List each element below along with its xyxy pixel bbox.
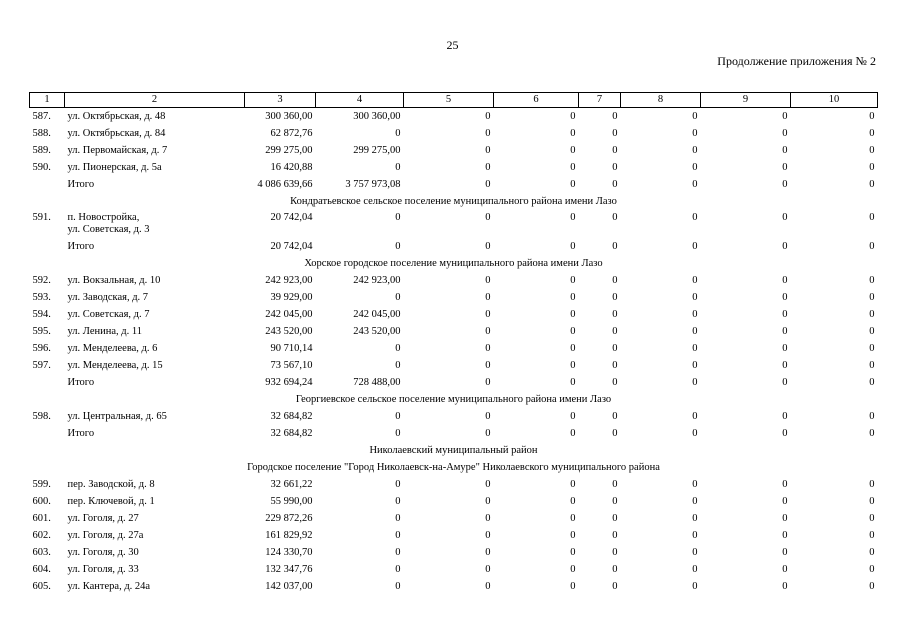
value-cell: 0 [485, 377, 491, 388]
value-cell: 0 [692, 241, 698, 252]
value-cell: 932 694,24 [265, 377, 313, 388]
row-number: 598. [32, 411, 51, 422]
value-cell: 0 [869, 428, 875, 439]
value-cell: 0 [869, 292, 875, 303]
value-cell: 0 [612, 343, 618, 354]
table-row [30, 323, 878, 340]
value-cell: 0 [570, 111, 576, 122]
value-cell: 0 [395, 241, 401, 252]
value-cell: 0 [782, 162, 788, 173]
value-cell: 728 488,00 [353, 377, 401, 388]
address-cell: ул. Заводская, д. 7 [67, 292, 149, 303]
value-cell: 0 [485, 111, 491, 122]
value-cell: 0 [782, 530, 788, 541]
value-cell: 0 [869, 411, 875, 422]
address-cell: пер. Заводской, д. 8 [67, 479, 155, 490]
value-cell: 0 [869, 128, 875, 139]
address-cell: Итого [67, 377, 95, 388]
value-cell: 0 [692, 162, 698, 173]
value-cell: 0 [869, 343, 875, 354]
row-number: 599. [32, 479, 51, 490]
value-cell: 0 [570, 179, 576, 190]
value-cell: 142 037,00 [265, 581, 313, 592]
row-number [30, 176, 65, 193]
value-cell: 62 872,76 [270, 128, 313, 139]
address-cell: ул. Ленина, д. 11 [67, 326, 142, 337]
value-cell: 0 [782, 411, 788, 422]
value-cell: 0 [692, 326, 698, 337]
value-cell: 0 [869, 275, 875, 286]
address-cell: ул. Менделеева, д. 15 [67, 360, 163, 371]
value-cell: 0 [782, 360, 788, 371]
value-cell: 0 [692, 360, 698, 371]
row-number: 589. [32, 145, 51, 156]
value-cell: 242 045,00 [265, 309, 313, 320]
address-line: ул. Советская, д. 3 [67, 224, 150, 235]
value-cell: 161 829,92 [265, 530, 313, 541]
address-cell: ул. Центральная, д. 65 [67, 411, 167, 422]
value-cell: 0 [485, 547, 491, 558]
value-cell: 0 [692, 111, 698, 122]
address-cell: ул. Октябрьская, д. 84 [67, 128, 166, 139]
value-cell: 0 [692, 145, 698, 156]
value-cell: 0 [395, 212, 401, 223]
table-row [30, 510, 878, 527]
value-cell: 0 [782, 241, 788, 252]
value-cell: 0 [612, 162, 618, 173]
value-cell: 0 [869, 496, 875, 507]
value-cell: 0 [782, 275, 788, 286]
value-cell: 0 [692, 547, 698, 558]
value-cell: 0 [869, 530, 875, 541]
table-row [30, 125, 878, 142]
address-cell: ул. Менделеева, д. 6 [67, 343, 158, 354]
value-cell: 73 567,10 [270, 360, 313, 371]
value-cell: 0 [692, 428, 698, 439]
value-cell: 0 [485, 326, 491, 337]
value-cell: 0 [485, 275, 491, 286]
row-number: 590. [32, 162, 51, 173]
value-cell: 0 [395, 411, 401, 422]
value-cell: 0 [570, 513, 576, 524]
value-cell: 0 [782, 111, 788, 122]
row-number: 603. [32, 547, 51, 558]
address-cell: пер. Ключевой, д. 1 [67, 496, 155, 507]
value-cell: 0 [692, 179, 698, 190]
address-cell: Итого [67, 241, 95, 252]
table-row [30, 561, 878, 578]
value-cell: 0 [692, 564, 698, 575]
value-cell: 242 923,00 [265, 275, 313, 286]
row-number: 588. [32, 128, 51, 139]
address-cell: ул. Вокзальная, д. 10 [67, 275, 161, 286]
value-cell: 0 [612, 275, 618, 286]
value-cell: 0 [485, 479, 491, 490]
value-cell: 0 [485, 292, 491, 303]
value-cell: 0 [782, 496, 788, 507]
value-cell: 0 [869, 326, 875, 337]
value-cell: 32 684,82 [270, 428, 313, 439]
value-cell: 0 [869, 241, 875, 252]
value-cell: 0 [692, 292, 698, 303]
table-row [30, 289, 878, 306]
value-cell: 0 [612, 292, 618, 303]
row-number: 605. [32, 581, 51, 592]
value-cell: 0 [485, 212, 491, 223]
value-cell: 0 [782, 547, 788, 558]
value-cell: 0 [395, 360, 401, 371]
continuation-label: Продолжение приложения № 2 [717, 54, 876, 68]
row-number: 591. [32, 212, 51, 223]
value-cell: 0 [570, 241, 576, 252]
row-number: 593. [32, 292, 51, 303]
value-cell: 0 [570, 162, 576, 173]
value-cell: 0 [612, 496, 618, 507]
value-cell: 0 [485, 309, 491, 320]
value-cell: 0 [485, 581, 491, 592]
value-cell: 0 [395, 564, 401, 575]
value-cell: 0 [612, 581, 618, 592]
value-cell: 0 [692, 479, 698, 490]
column-header: 6 [494, 93, 579, 108]
value-cell: 32 684,82 [270, 411, 313, 422]
value-cell: 0 [612, 411, 618, 422]
value-cell: 0 [869, 360, 875, 371]
row-number: 587. [32, 111, 51, 122]
value-cell: 0 [782, 513, 788, 524]
table-row [30, 142, 878, 159]
section-heading-row [30, 442, 878, 459]
value-cell: 0 [395, 292, 401, 303]
row-number: 602. [32, 530, 51, 541]
value-cell: 0 [869, 581, 875, 592]
value-cell: 0 [692, 309, 698, 320]
value-cell: 0 [485, 179, 491, 190]
value-cell: 0 [395, 128, 401, 139]
value-cell: 0 [782, 428, 788, 439]
value-cell: 0 [485, 530, 491, 541]
section-heading-row [30, 459, 878, 476]
address-cell: ул. Пионерская, д. 5а [67, 162, 162, 173]
value-cell: 0 [692, 212, 698, 223]
address-cell: ул. Гоголя, д. 27 [67, 513, 139, 524]
value-cell: 132 347,76 [265, 564, 313, 575]
value-cell: 0 [869, 111, 875, 122]
value-cell: 0 [485, 513, 491, 524]
value-cell: 0 [395, 428, 401, 439]
total-row [30, 238, 878, 255]
table-row [30, 159, 878, 176]
value-cell: 0 [570, 326, 576, 337]
value-cell: 0 [570, 128, 576, 139]
value-cell: 0 [782, 479, 788, 490]
value-cell: 0 [485, 428, 491, 439]
value-cell: 4 086 639,66 [257, 179, 313, 190]
value-cell: 0 [570, 530, 576, 541]
value-cell: 0 [485, 241, 491, 252]
value-cell: 0 [570, 275, 576, 286]
section-heading-row [30, 255, 878, 272]
table-row [30, 272, 878, 289]
value-cell: 0 [570, 292, 576, 303]
address-cell [65, 210, 245, 238]
column-header: 1 [30, 93, 65, 108]
value-cell: 0 [782, 292, 788, 303]
value-cell: 0 [570, 145, 576, 156]
row-number [30, 374, 65, 391]
value-cell: 0 [782, 128, 788, 139]
value-cell: 0 [692, 275, 698, 286]
column-header: 10 [791, 93, 878, 108]
value-cell: 0 [612, 564, 618, 575]
value-cell: 0 [782, 343, 788, 354]
value-cell: 0 [485, 360, 491, 371]
row-number: 600. [32, 496, 51, 507]
column-header: 2 [65, 93, 245, 108]
table-body [30, 108, 878, 596]
table-row [30, 476, 878, 493]
value-cell: 0 [612, 547, 618, 558]
address-cell: ул. Кантера, д. 24а [67, 581, 151, 592]
value-cell: 0 [692, 377, 698, 388]
total-row [30, 176, 878, 193]
value-cell: 0 [782, 179, 788, 190]
value-cell: 242 045,00 [353, 309, 401, 320]
value-cell: 0 [612, 241, 618, 252]
value-cell: 0 [869, 479, 875, 490]
address-cell: ул. Гоголя, д. 30 [67, 547, 139, 558]
value-cell: 0 [782, 145, 788, 156]
value-cell: 0 [570, 496, 576, 507]
section-heading: Хорское городское поселение муниципального района имени Лазо [304, 258, 603, 269]
value-cell: 0 [485, 162, 491, 173]
value-cell: 0 [612, 377, 618, 388]
value-cell: 0 [485, 564, 491, 575]
value-cell: 243 520,00 [353, 326, 401, 337]
table-header [30, 93, 878, 108]
section-heading: Кондратьевское сельское поселение муниципального района имени Лазо [290, 196, 617, 207]
value-cell: 0 [570, 581, 576, 592]
value-cell: 0 [612, 111, 618, 122]
column-header: 3 [245, 93, 316, 108]
value-cell: 0 [869, 513, 875, 524]
value-cell: 0 [612, 428, 618, 439]
value-cell: 0 [692, 530, 698, 541]
column-header: 9 [701, 93, 791, 108]
value-cell: 299 275,00 [353, 145, 401, 156]
value-cell: 243 520,00 [265, 326, 313, 337]
address-cell: Итого [67, 179, 95, 190]
column-header: 8 [621, 93, 701, 108]
value-cell: 0 [692, 343, 698, 354]
value-cell: 20 742,04 [270, 241, 313, 252]
value-cell: 0 [612, 179, 618, 190]
row-number: 597. [32, 360, 51, 371]
value-cell: 0 [869, 212, 875, 223]
total-row [30, 425, 878, 442]
value-cell: 3 757 973,08 [345, 179, 401, 190]
value-cell: 0 [395, 162, 401, 173]
value-cell: 0 [782, 377, 788, 388]
value-cell: 16 420,88 [270, 162, 313, 173]
row-number: 596. [32, 343, 51, 354]
row-number [30, 425, 65, 442]
value-cell: 0 [612, 128, 618, 139]
row-number: 604. [32, 564, 51, 575]
value-cell: 0 [485, 411, 491, 422]
value-cell: 90 710,14 [270, 343, 313, 354]
value-cell: 0 [692, 128, 698, 139]
address-cell: ул. Гоголя, д. 33 [67, 564, 139, 575]
value-cell: 0 [869, 179, 875, 190]
value-cell: 0 [869, 547, 875, 558]
value-cell: 0 [485, 496, 491, 507]
value-cell: 0 [570, 428, 576, 439]
value-cell: 0 [570, 479, 576, 490]
value-cell: 0 [395, 547, 401, 558]
page-number: 25 [446, 38, 459, 52]
address-line: п. Новостройка, [67, 212, 140, 223]
data-table [29, 92, 878, 595]
value-cell: 0 [692, 411, 698, 422]
value-cell: 0 [570, 411, 576, 422]
value-cell: 0 [395, 530, 401, 541]
value-cell: 0 [570, 343, 576, 354]
table-row [30, 527, 878, 544]
table-row [30, 408, 878, 425]
table-row [30, 493, 878, 510]
value-cell: 0 [485, 128, 491, 139]
value-cell: 39 929,00 [270, 292, 313, 303]
value-cell: 0 [612, 326, 618, 337]
value-cell: 0 [869, 145, 875, 156]
value-cell: 0 [395, 479, 401, 490]
table-row [30, 357, 878, 374]
value-cell: 0 [612, 513, 618, 524]
section-heading-row [30, 193, 878, 210]
value-cell: 0 [612, 360, 618, 371]
value-cell: 0 [612, 145, 618, 156]
value-cell: 0 [612, 212, 618, 223]
value-cell: 0 [612, 479, 618, 490]
row-number [30, 238, 65, 255]
address-cell: ул. Октябрьская, д. 48 [67, 111, 166, 122]
value-cell: 0 [782, 581, 788, 592]
value-cell: 300 360,00 [353, 111, 401, 122]
value-cell: 0 [782, 564, 788, 575]
value-cell: 32 661,22 [270, 479, 313, 490]
value-cell: 0 [782, 309, 788, 320]
value-cell: 0 [782, 326, 788, 337]
value-cell: 299 275,00 [265, 145, 313, 156]
value-cell: 229 872,26 [265, 513, 313, 524]
value-cell: 0 [570, 360, 576, 371]
table-row [30, 306, 878, 323]
row-number: 595. [32, 326, 51, 337]
column-header: 7 [579, 93, 621, 108]
value-cell: 0 [570, 377, 576, 388]
row-number: 592. [32, 275, 51, 286]
value-cell: 242 923,00 [353, 275, 401, 286]
table-row [30, 108, 878, 126]
value-cell: 0 [782, 212, 788, 223]
value-cell: 0 [612, 309, 618, 320]
value-cell: 55 990,00 [270, 496, 313, 507]
value-cell: 0 [570, 547, 576, 558]
value-cell: 0 [395, 581, 401, 592]
value-cell: 0 [869, 564, 875, 575]
row-number: 594. [32, 309, 51, 320]
table-row [30, 210, 878, 238]
table-row [30, 544, 878, 561]
table-row [30, 578, 878, 595]
value-cell: 0 [692, 581, 698, 592]
value-cell: 0 [485, 343, 491, 354]
value-cell: 0 [395, 343, 401, 354]
section-heading: Городское поселение "Город Николаевск-на-Амуре" Николаевского муниципального района [247, 462, 660, 473]
section-heading: Николаевский муниципальный район [369, 445, 538, 456]
value-cell: 0 [869, 377, 875, 388]
address-cell: ул. Первомайская, д. 7 [67, 145, 168, 156]
value-cell: 0 [570, 212, 576, 223]
value-cell: 0 [612, 530, 618, 541]
address-cell: ул. Гоголя, д. 27а [67, 530, 144, 541]
value-cell: 0 [869, 162, 875, 173]
value-cell: 0 [570, 564, 576, 575]
value-cell: 0 [869, 309, 875, 320]
value-cell: 0 [570, 309, 576, 320]
row-number: 601. [32, 513, 51, 524]
value-cell: 0 [692, 496, 698, 507]
column-header: 5 [404, 93, 494, 108]
table-row [30, 340, 878, 357]
section-heading-row [30, 391, 878, 408]
value-cell: 0 [692, 513, 698, 524]
address-cell: Итого [67, 428, 95, 439]
value-cell: 124 330,70 [265, 547, 313, 558]
column-header: 4 [316, 93, 404, 108]
total-row [30, 374, 878, 391]
value-cell: 0 [485, 145, 491, 156]
value-cell: 300 360,00 [265, 111, 313, 122]
address-cell: ул. Советская, д. 7 [67, 309, 150, 320]
value-cell: 20 742,04 [270, 212, 313, 223]
value-cell: 0 [395, 496, 401, 507]
value-cell: 0 [395, 513, 401, 524]
section-heading: Георгиевское сельское поселение муниципального района имени Лазо [295, 394, 612, 405]
